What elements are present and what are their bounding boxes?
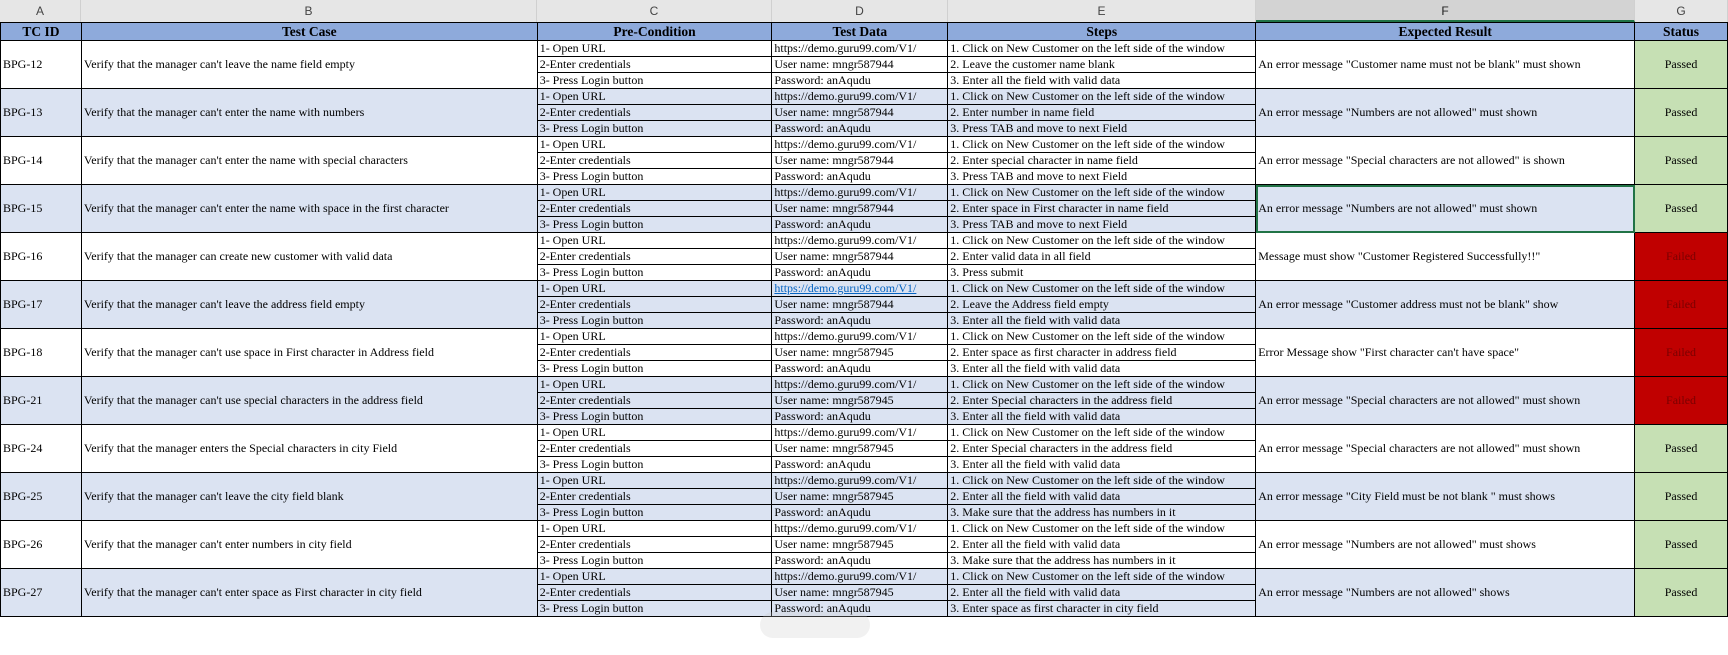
pre-condition-cell[interactable]: 2-Enter credentials — [537, 585, 772, 601]
tc-id-cell[interactable]: BPG-18 — [1, 329, 82, 377]
status-cell[interactable]: Failed — [1635, 329, 1728, 377]
pre-condition-cell[interactable]: 3- Press Login button — [537, 409, 772, 425]
test-data-cell[interactable]: https://demo.guru99.com/V1/ — [772, 377, 948, 393]
steps-cell[interactable]: 1. Click on New Customer on the left side of the window — [948, 281, 1256, 297]
expected-result-cell[interactable]: An error message "Customer address must not be blank" show — [1256, 281, 1635, 329]
steps-cell[interactable]: 1. Click on New Customer on the left side of the window — [948, 89, 1256, 105]
pre-condition-cell[interactable]: 1- Open URL — [537, 185, 772, 201]
steps-cell[interactable]: 2. Enter all the field with valid data — [948, 489, 1256, 505]
test-case-cell[interactable]: Verify that the manager can't leave the address field empty — [81, 281, 537, 329]
test-case-cell[interactable]: Verify that the manager can't use special characters in the address field — [81, 377, 537, 425]
status-cell[interactable]: Passed — [1635, 89, 1728, 137]
pre-condition-cell[interactable]: 1- Open URL — [537, 521, 772, 537]
pre-condition-cell[interactable]: 1- Open URL — [537, 89, 772, 105]
steps-cell[interactable]: 3. Press submit — [948, 265, 1256, 281]
tc-id-cell[interactable]: BPG-21 — [1, 377, 82, 425]
pre-condition-cell[interactable]: 2-Enter credentials — [537, 489, 772, 505]
column-header-d[interactable]: D — [772, 0, 948, 22]
column-header-e[interactable]: E — [948, 0, 1256, 22]
header-pre-condition[interactable]: Pre-Condition — [537, 23, 772, 41]
table-row — [1, 569, 1728, 585]
test-data-cell[interactable]: Password: anAqudu — [772, 361, 948, 377]
tc-id-cell[interactable]: BPG-16 — [1, 233, 82, 281]
expected-result-cell[interactable]: An error message "Numbers are not allowed" must shown — [1256, 185, 1635, 233]
steps-cell[interactable]: 1. Click on New Customer on the left side of the window — [948, 425, 1256, 441]
test-data-cell[interactable]: User name: mngr587944 — [772, 249, 948, 265]
pre-condition-cell[interactable]: 1- Open URL — [537, 41, 772, 57]
table-row — [1, 233, 1728, 249]
tc-id-cell[interactable]: BPG-15 — [1, 185, 82, 233]
pre-condition-cell[interactable]: 2-Enter credentials — [537, 345, 772, 361]
pre-condition-cell[interactable]: 1- Open URL — [537, 377, 772, 393]
pre-condition-cell[interactable]: 1- Open URL — [537, 425, 772, 441]
pre-condition-cell[interactable]: 3- Press Login button — [537, 169, 772, 185]
column-header-g[interactable]: G — [1635, 0, 1728, 22]
status-cell[interactable]: Passed — [1635, 137, 1728, 185]
pre-condition-cell[interactable]: 3- Press Login button — [537, 265, 772, 281]
test-data-cell[interactable]: https://demo.guru99.com/V1/ — [772, 233, 948, 249]
steps-cell[interactable]: 1. Click on New Customer on the left side of the window — [948, 137, 1256, 153]
test-case-cell[interactable]: Verify that the manager can't enter the name with numbers — [81, 89, 537, 137]
pre-condition-cell[interactable]: 2-Enter credentials — [537, 153, 772, 169]
header-test-case[interactable]: Test Case — [81, 23, 537, 41]
test-data-cell[interactable]: https://demo.guru99.com/V1/ — [772, 137, 948, 153]
pre-condition-cell[interactable]: 1- Open URL — [537, 569, 772, 585]
steps-cell[interactable]: 1. Click on New Customer on the left side of the window — [948, 377, 1256, 393]
steps-cell[interactable]: 3. Make sure that the address has numbers in it — [948, 553, 1256, 569]
test-case-cell[interactable]: Verify that the manager can't enter the name with special characters — [81, 137, 537, 185]
test-data-cell[interactable]: User name: mngr587945 — [772, 345, 948, 361]
steps-cell[interactable]: 3. Enter all the field with valid data — [948, 73, 1256, 89]
steps-cell[interactable]: 1. Click on New Customer on the left side of the window — [948, 41, 1256, 57]
expected-result-cell[interactable]: An error message "Special characters are not allowed" must shown — [1256, 377, 1635, 425]
test-data-cell[interactable]: User name: mngr587944 — [772, 297, 948, 313]
header-tc-id[interactable]: TC ID — [1, 23, 82, 41]
pre-condition-cell[interactable]: 3- Press Login button — [537, 601, 772, 617]
test-data-cell[interactable]: User name: mngr587944 — [772, 57, 948, 73]
url-link[interactable]: https://demo.guru99.com/V1/ — [774, 281, 917, 295]
test-data-cell[interactable]: Password: anAqudu — [772, 217, 948, 233]
pre-condition-cell[interactable]: 3- Press Login button — [537, 73, 772, 89]
steps-cell[interactable]: 1. Click on New Customer on the left side of the window — [948, 233, 1256, 249]
test-case-cell[interactable]: Verify that the manager can create new customer with valid data — [81, 233, 537, 281]
steps-cell[interactable]: 2. Enter all the field with valid data — [948, 585, 1256, 601]
test-data-cell[interactable] — [772, 281, 948, 297]
status-cell[interactable]: Failed — [1635, 281, 1728, 329]
pre-condition-cell[interactable]: 1- Open URL — [537, 233, 772, 249]
expected-result-cell[interactable]: An error message "Numbers are not allowed" must shows — [1256, 521, 1635, 569]
test-data-cell[interactable]: Password: anAqudu — [772, 169, 948, 185]
status-cell[interactable]: Passed — [1635, 569, 1728, 617]
tc-id-cell[interactable]: BPG-17 — [1, 281, 82, 329]
test-case-cell[interactable]: Verify that the manager can't enter space as First character in city field — [81, 569, 537, 617]
test-case-table — [0, 22, 1728, 617]
steps-cell[interactable]: 1. Click on New Customer on the left side of the window — [948, 521, 1256, 537]
pre-condition-cell[interactable]: 2-Enter credentials — [537, 249, 772, 265]
test-data-cell[interactable]: User name: mngr587945 — [772, 441, 948, 457]
steps-cell[interactable]: 3. Enter all the field with valid data — [948, 361, 1256, 377]
table-row — [1, 425, 1728, 441]
steps-cell[interactable]: 3. Press TAB and move to next Field — [948, 169, 1256, 185]
test-data-cell[interactable]: Password: anAqudu — [772, 73, 948, 89]
test-data-cell[interactable]: User name: mngr587944 — [772, 153, 948, 169]
pre-condition-cell[interactable]: 3- Press Login button — [537, 457, 772, 473]
column-header-c[interactable]: C — [537, 0, 772, 22]
pre-condition-cell[interactable]: 1- Open URL — [537, 473, 772, 489]
steps-cell[interactable]: 2. Leave the customer name blank — [948, 57, 1256, 73]
pre-condition-cell[interactable]: 3- Press Login button — [537, 361, 772, 377]
expected-result-cell[interactable]: An error message "Special characters are not allowed" must shown — [1256, 425, 1635, 473]
test-data-cell[interactable]: User name: mngr587945 — [772, 537, 948, 553]
expected-result-cell[interactable]: Error Message show "First character can't have space" — [1256, 329, 1635, 377]
test-data-cell[interactable]: Password: anAqudu — [772, 313, 948, 329]
pre-condition-cell[interactable]: 3- Press Login button — [537, 505, 772, 521]
table-row — [1, 89, 1728, 105]
steps-cell[interactable]: 2. Enter space in First character in name field — [948, 201, 1256, 217]
test-case-cell[interactable]: Verify that the manager can't enter numbers in city field — [81, 521, 537, 569]
pre-condition-cell[interactable]: 2-Enter credentials — [537, 201, 772, 217]
table-row — [1, 521, 1728, 537]
header-test-data[interactable]: Test Data — [772, 23, 948, 41]
test-data-cell[interactable]: Password: anAqudu — [772, 457, 948, 473]
steps-cell[interactable]: 1. Click on New Customer on the left side of the window — [948, 329, 1256, 345]
tc-id-cell[interactable]: BPG-13 — [1, 89, 82, 137]
steps-cell[interactable]: 1. Click on New Customer on the left side of the window — [948, 569, 1256, 585]
tc-id-cell[interactable]: BPG-26 — [1, 521, 82, 569]
test-data-cell[interactable]: User name: mngr587945 — [772, 489, 948, 505]
steps-cell[interactable]: 2. Leave the Address field empty — [948, 297, 1256, 313]
test-data-cell[interactable]: Password: anAqudu — [772, 601, 948, 617]
steps-cell[interactable]: 2. Enter space as first character in address field — [948, 345, 1256, 361]
pre-condition-cell[interactable]: 3- Press Login button — [537, 313, 772, 329]
expected-result-cell[interactable]: Message must show "Customer Registered Successfully!!" — [1256, 233, 1635, 281]
tc-id-cell[interactable]: BPG-25 — [1, 473, 82, 521]
pre-condition-cell[interactable]: 2-Enter credentials — [537, 537, 772, 553]
header-steps[interactable]: Steps — [948, 23, 1256, 41]
column-header-a[interactable]: A — [0, 0, 81, 22]
tc-id-cell[interactable]: BPG-12 — [1, 41, 82, 89]
pre-condition-cell[interactable]: 1- Open URL — [537, 281, 772, 297]
test-data-cell[interactable]: Password: anAqudu — [772, 409, 948, 425]
test-data-cell[interactable]: Password: anAqudu — [772, 505, 948, 521]
test-data-cell[interactable]: https://demo.guru99.com/V1/ — [772, 89, 948, 105]
test-data-cell[interactable]: https://demo.guru99.com/V1/ — [772, 569, 948, 585]
pre-condition-cell[interactable]: 2-Enter credentials — [537, 105, 772, 121]
status-cell[interactable]: Failed — [1635, 377, 1728, 425]
watermark — [760, 612, 870, 638]
pre-condition-cell[interactable]: 2-Enter credentials — [537, 297, 772, 313]
test-case-cell[interactable]: Verify that the manager can't use space in First character in Address field — [81, 329, 537, 377]
header-expected-result[interactable]: Expected Result — [1256, 23, 1635, 41]
steps-cell[interactable]: 1. Click on New Customer on the left side of the window — [948, 473, 1256, 489]
test-data-cell[interactable]: https://demo.guru99.com/V1/ — [772, 425, 948, 441]
test-data-cell[interactable]: https://demo.guru99.com/V1/ — [772, 185, 948, 201]
pre-condition-cell[interactable]: 3- Press Login button — [537, 121, 772, 137]
status-cell[interactable]: Passed — [1635, 425, 1728, 473]
table-row — [1, 329, 1728, 345]
tc-id-cell[interactable]: BPG-27 — [1, 569, 82, 617]
expected-result-cell[interactable]: An error message "Customer name must not be blank" must shown — [1256, 41, 1635, 89]
test-data-cell[interactable]: Password: anAqudu — [772, 553, 948, 569]
pre-condition-cell[interactable]: 2-Enter credentials — [537, 393, 772, 409]
test-data-cell[interactable]: User name: mngr587945 — [772, 393, 948, 409]
test-data-cell[interactable]: Password: anAqudu — [772, 121, 948, 137]
tc-id-cell[interactable]: BPG-24 — [1, 425, 82, 473]
test-data-cell[interactable]: User name: mngr587944 — [772, 105, 948, 121]
pre-condition-cell[interactable]: 3- Press Login button — [537, 553, 772, 569]
steps-cell[interactable]: 3. Enter all the field with valid data — [948, 313, 1256, 329]
test-data-cell[interactable]: https://demo.guru99.com/V1/ — [772, 41, 948, 57]
steps-cell[interactable]: 1. Click on New Customer on the left side of the window — [948, 185, 1256, 201]
status-cell[interactable]: Passed — [1635, 521, 1728, 569]
steps-cell[interactable]: 3. Enter all the field with valid data — [948, 409, 1256, 425]
table-row — [1, 281, 1728, 297]
expected-result-cell[interactable]: An error message "Special characters are not allowed" is shown — [1256, 137, 1635, 185]
steps-cell[interactable]: 3. Enter all the field with valid data — [948, 457, 1256, 473]
steps-cell[interactable]: 2. Enter valid data in all field — [948, 249, 1256, 265]
steps-cell[interactable]: 2. Enter Special characters in the address field — [948, 441, 1256, 457]
steps-cell[interactable]: 3. Make sure that the address has numbers in it — [948, 505, 1256, 521]
column-header-b[interactable]: B — [81, 0, 537, 22]
test-data-cell[interactable]: https://demo.guru99.com/V1/ — [772, 329, 948, 345]
test-data-cell[interactable]: https://demo.guru99.com/V1/ — [772, 521, 948, 537]
table-row — [1, 377, 1728, 393]
test-data-cell[interactable]: User name: mngr587944 — [772, 201, 948, 217]
pre-condition-cell[interactable]: 2-Enter credentials — [537, 57, 772, 73]
test-case-cell[interactable]: Verify that the manager can't leave the city field blank — [81, 473, 537, 521]
column-header-bar — [0, 0, 1728, 23]
test-data-cell[interactable]: User name: mngr587945 — [772, 585, 948, 601]
status-cell[interactable]: Passed — [1635, 473, 1728, 521]
steps-cell[interactable]: 2. Enter special character in name field — [948, 153, 1256, 169]
status-cell[interactable]: Failed — [1635, 233, 1728, 281]
expected-result-cell[interactable]: An error message "Numbers are not allowed" shows — [1256, 569, 1635, 617]
test-data-cell[interactable]: https://demo.guru99.com/V1/ — [772, 473, 948, 489]
column-header-f[interactable]: F — [1256, 0, 1635, 22]
steps-cell[interactable]: 3. Press TAB and move to next Field — [948, 121, 1256, 137]
pre-condition-cell[interactable]: 2-Enter credentials — [537, 441, 772, 457]
test-case-cell[interactable]: Verify that the manager enters the Special characters in city Field — [81, 425, 537, 473]
test-data-cell[interactable]: Password: anAqudu — [772, 265, 948, 281]
status-cell[interactable]: Passed — [1635, 185, 1728, 233]
steps-cell[interactable]: 3. Press TAB and move to next Field — [948, 217, 1256, 233]
table-row — [1, 473, 1728, 489]
expected-result-cell[interactable]: An error message "Numbers are not allowed" must shown — [1256, 89, 1635, 137]
status-cell[interactable]: Passed — [1635, 41, 1728, 89]
steps-cell[interactable]: 2. Enter Special characters in the address field — [948, 393, 1256, 409]
table-row — [1, 137, 1728, 153]
steps-cell[interactable]: 2. Enter all the field with valid data — [948, 537, 1256, 553]
tc-id-cell[interactable]: BPG-14 — [1, 137, 82, 185]
expected-result-cell[interactable]: An error message "City Field must be not blank " must shows — [1256, 473, 1635, 521]
steps-cell[interactable]: 3. Enter space as first character in city field — [948, 601, 1256, 617]
table-row — [1, 41, 1728, 57]
table-row — [1, 185, 1728, 201]
pre-condition-cell[interactable]: 1- Open URL — [537, 329, 772, 345]
header-row — [1, 23, 1728, 41]
test-case-cell[interactable]: Verify that the manager can't enter the name with space in the first character — [81, 185, 537, 233]
header-status[interactable]: Status — [1635, 23, 1728, 41]
pre-condition-cell[interactable]: 1- Open URL — [537, 137, 772, 153]
pre-condition-cell[interactable]: 3- Press Login button — [537, 217, 772, 233]
steps-cell[interactable]: 2. Enter number in name field — [948, 105, 1256, 121]
test-case-cell[interactable]: Verify that the manager can't leave the name field empty — [81, 41, 537, 89]
